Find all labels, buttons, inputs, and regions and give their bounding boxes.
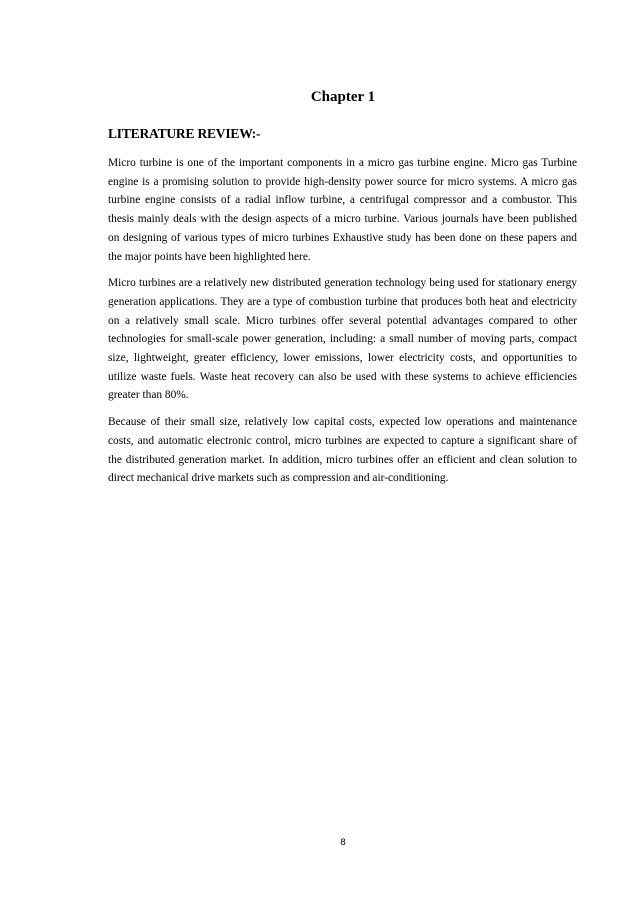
section-heading: LITERATURE REVIEW:- (108, 126, 261, 141)
page-number: 8 (340, 837, 346, 848)
paragraph: Micro turbine is one of the important components in a micro gas turbine engine. Micro gas Turbine engine is a promising solution to provide high-density power source for micro systems. A micro gas turbine engine consists of a radial inflow turbine, a centrifugal compressor and a combustor. This thesis mainly deals with the design aspects of a micro turbine. Various journals have been published on designing of various types of micro turbines Exhaustive study has been done on these papers and the major points have been highlighted here. (108, 157, 577, 263)
body-text (108, 154, 577, 496)
paragraph: Because of their small size, relatively low capital costs, expected low operations and maintenance costs, and automatic electronic control, micro turbines are expected to capture a significant share of the distributed generation market. In addition, micro turbines offer an efficient and clean solution to direct mechanical drive markets such as compression and air-conditioning. (108, 416, 577, 485)
paragraph: Micro turbines are a relatively new distributed generation technology being used for stationary energy generation applications. They are a type of combustion turbine that produces both heat and electricity on a relatively small scale. Micro turbines offer several potential advantages compared to other technologies for small-scale power generation, including: a small number of moving parts, compact size, lightweight, greater efficiency, lower emissions, lower electricity costs, and opportunities to utilize waste fuels. Waste heat recovery can also be used with these systems to achieve efficiencies greater than 80%. (108, 277, 577, 402)
chapter-title: Chapter 1 (310, 89, 376, 105)
